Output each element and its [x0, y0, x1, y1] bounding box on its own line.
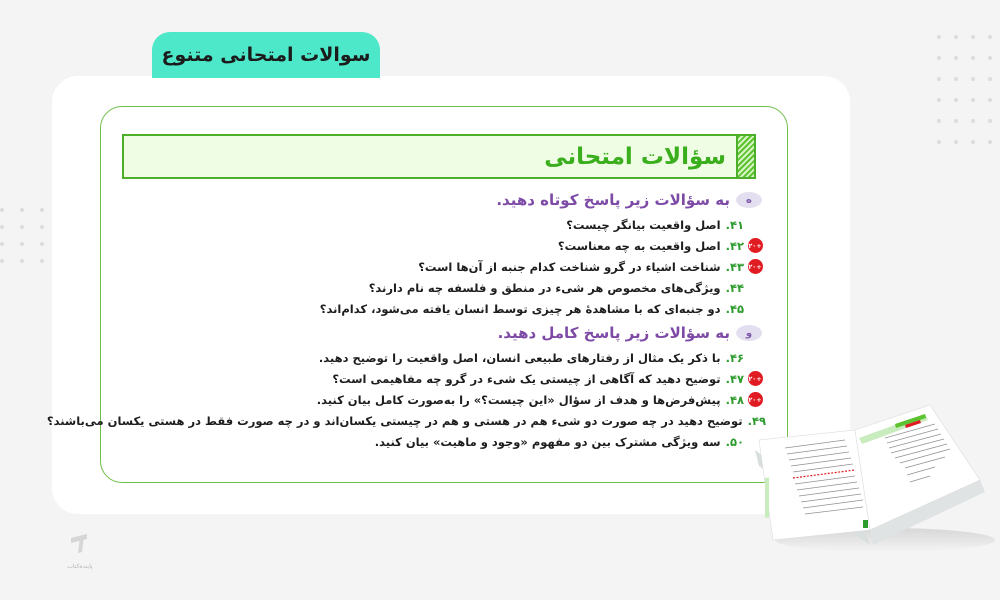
question-text: دو جنبه‌ای که با مشاهدهٔ هر چیزی توسط انسان یافته می‌شود، کدام‌اند؟ [319, 301, 721, 316]
publisher-logo [55, 530, 105, 575]
frequency-badge: +۲۰ [748, 371, 763, 386]
question-item [46, 410, 766, 431]
section-header [110, 319, 766, 347]
question-item [110, 347, 766, 368]
publisher-name: پاینده‌کتاب [67, 563, 93, 570]
frequency-badge: +۲۰ [748, 392, 763, 407]
banner-title: سؤالات امتحانی [544, 143, 726, 170]
question-text: سه ویژگی مشترک بین دو مفهوم «وجود و ماهیت» بیان کنید. [374, 434, 721, 449]
question-item [110, 214, 766, 235]
section-letter-chip: و [736, 325, 762, 341]
question-item [110, 298, 766, 319]
question-text: توضیح دهید که آگاهی از چیستی یک شیء در گرو چه مفاهیمی است؟ [332, 371, 721, 386]
question-number: ۴۷. [725, 371, 744, 386]
questions-content [46, 186, 766, 452]
frequency-badge: +۲۰ [748, 259, 763, 274]
question-number: ۴۲. [725, 238, 744, 253]
question-number: ۴۱. [725, 217, 744, 232]
frequency-badge: +۲۰ [748, 238, 763, 253]
question-text: با ذکر یک مثال از رفتارهای طبیعی انسان، اصل واقعیت را توضیح دهید. [318, 350, 721, 365]
question-number: ۴۴. [725, 280, 744, 295]
section-banner [122, 134, 756, 179]
question-item [110, 256, 766, 277]
question-number: ۴۵. [725, 301, 744, 316]
question-text: اصل واقعیت به چه معناست؟ [557, 238, 721, 253]
question-text: اصل واقعیت بیانگر چیست؟ [566, 217, 721, 232]
question-number: ۴۳. [725, 259, 744, 274]
question-item [110, 235, 766, 256]
section-letter-chip: ه [736, 192, 762, 208]
question-text: توضیح دهید در چه صورت دو شیء هم در هستی و هم در چیستی یکسان‌اند و در چه صورت فقط در هستی یکسان می‌باشند؟ [46, 413, 743, 428]
question-text: پیش‌فرض‌ها و هدف از سؤال «این چیست؟» را به‌صورت کامل بیان کنید. [316, 392, 721, 407]
decorative-dot-grid [937, 35, 992, 144]
header-tab [152, 32, 380, 78]
question-number: ۴۸. [725, 392, 744, 407]
question-item [110, 368, 766, 389]
section-title: به سؤالات زیر پاسخ کامل دهید. [497, 324, 730, 342]
question-item [110, 277, 766, 298]
question-number: ۴۶. [725, 350, 744, 365]
section-header [110, 186, 766, 214]
section-title: به سؤالات زیر پاسخ کوتاه دهید. [496, 191, 730, 209]
question-item [110, 389, 766, 410]
open-book-image [745, 380, 995, 555]
question-text: ویژگی‌های مخصوص هر شیء در منطق و فلسفه چه نام دارند؟ [368, 280, 721, 295]
question-number: ۴۹. [747, 413, 766, 428]
decorative-dot-grid [0, 208, 44, 263]
question-text: شناخت اشیاء در گرو شناخت کدام جنبه از آن‌ها است؟ [418, 259, 721, 274]
question-number: ۵۰. [725, 434, 744, 449]
question-item [110, 431, 766, 452]
hatch-decoration [736, 136, 754, 177]
publisher-logo-icon [67, 530, 93, 556]
header-tab-title: سوالات امتحانی متنوع [161, 44, 371, 66]
